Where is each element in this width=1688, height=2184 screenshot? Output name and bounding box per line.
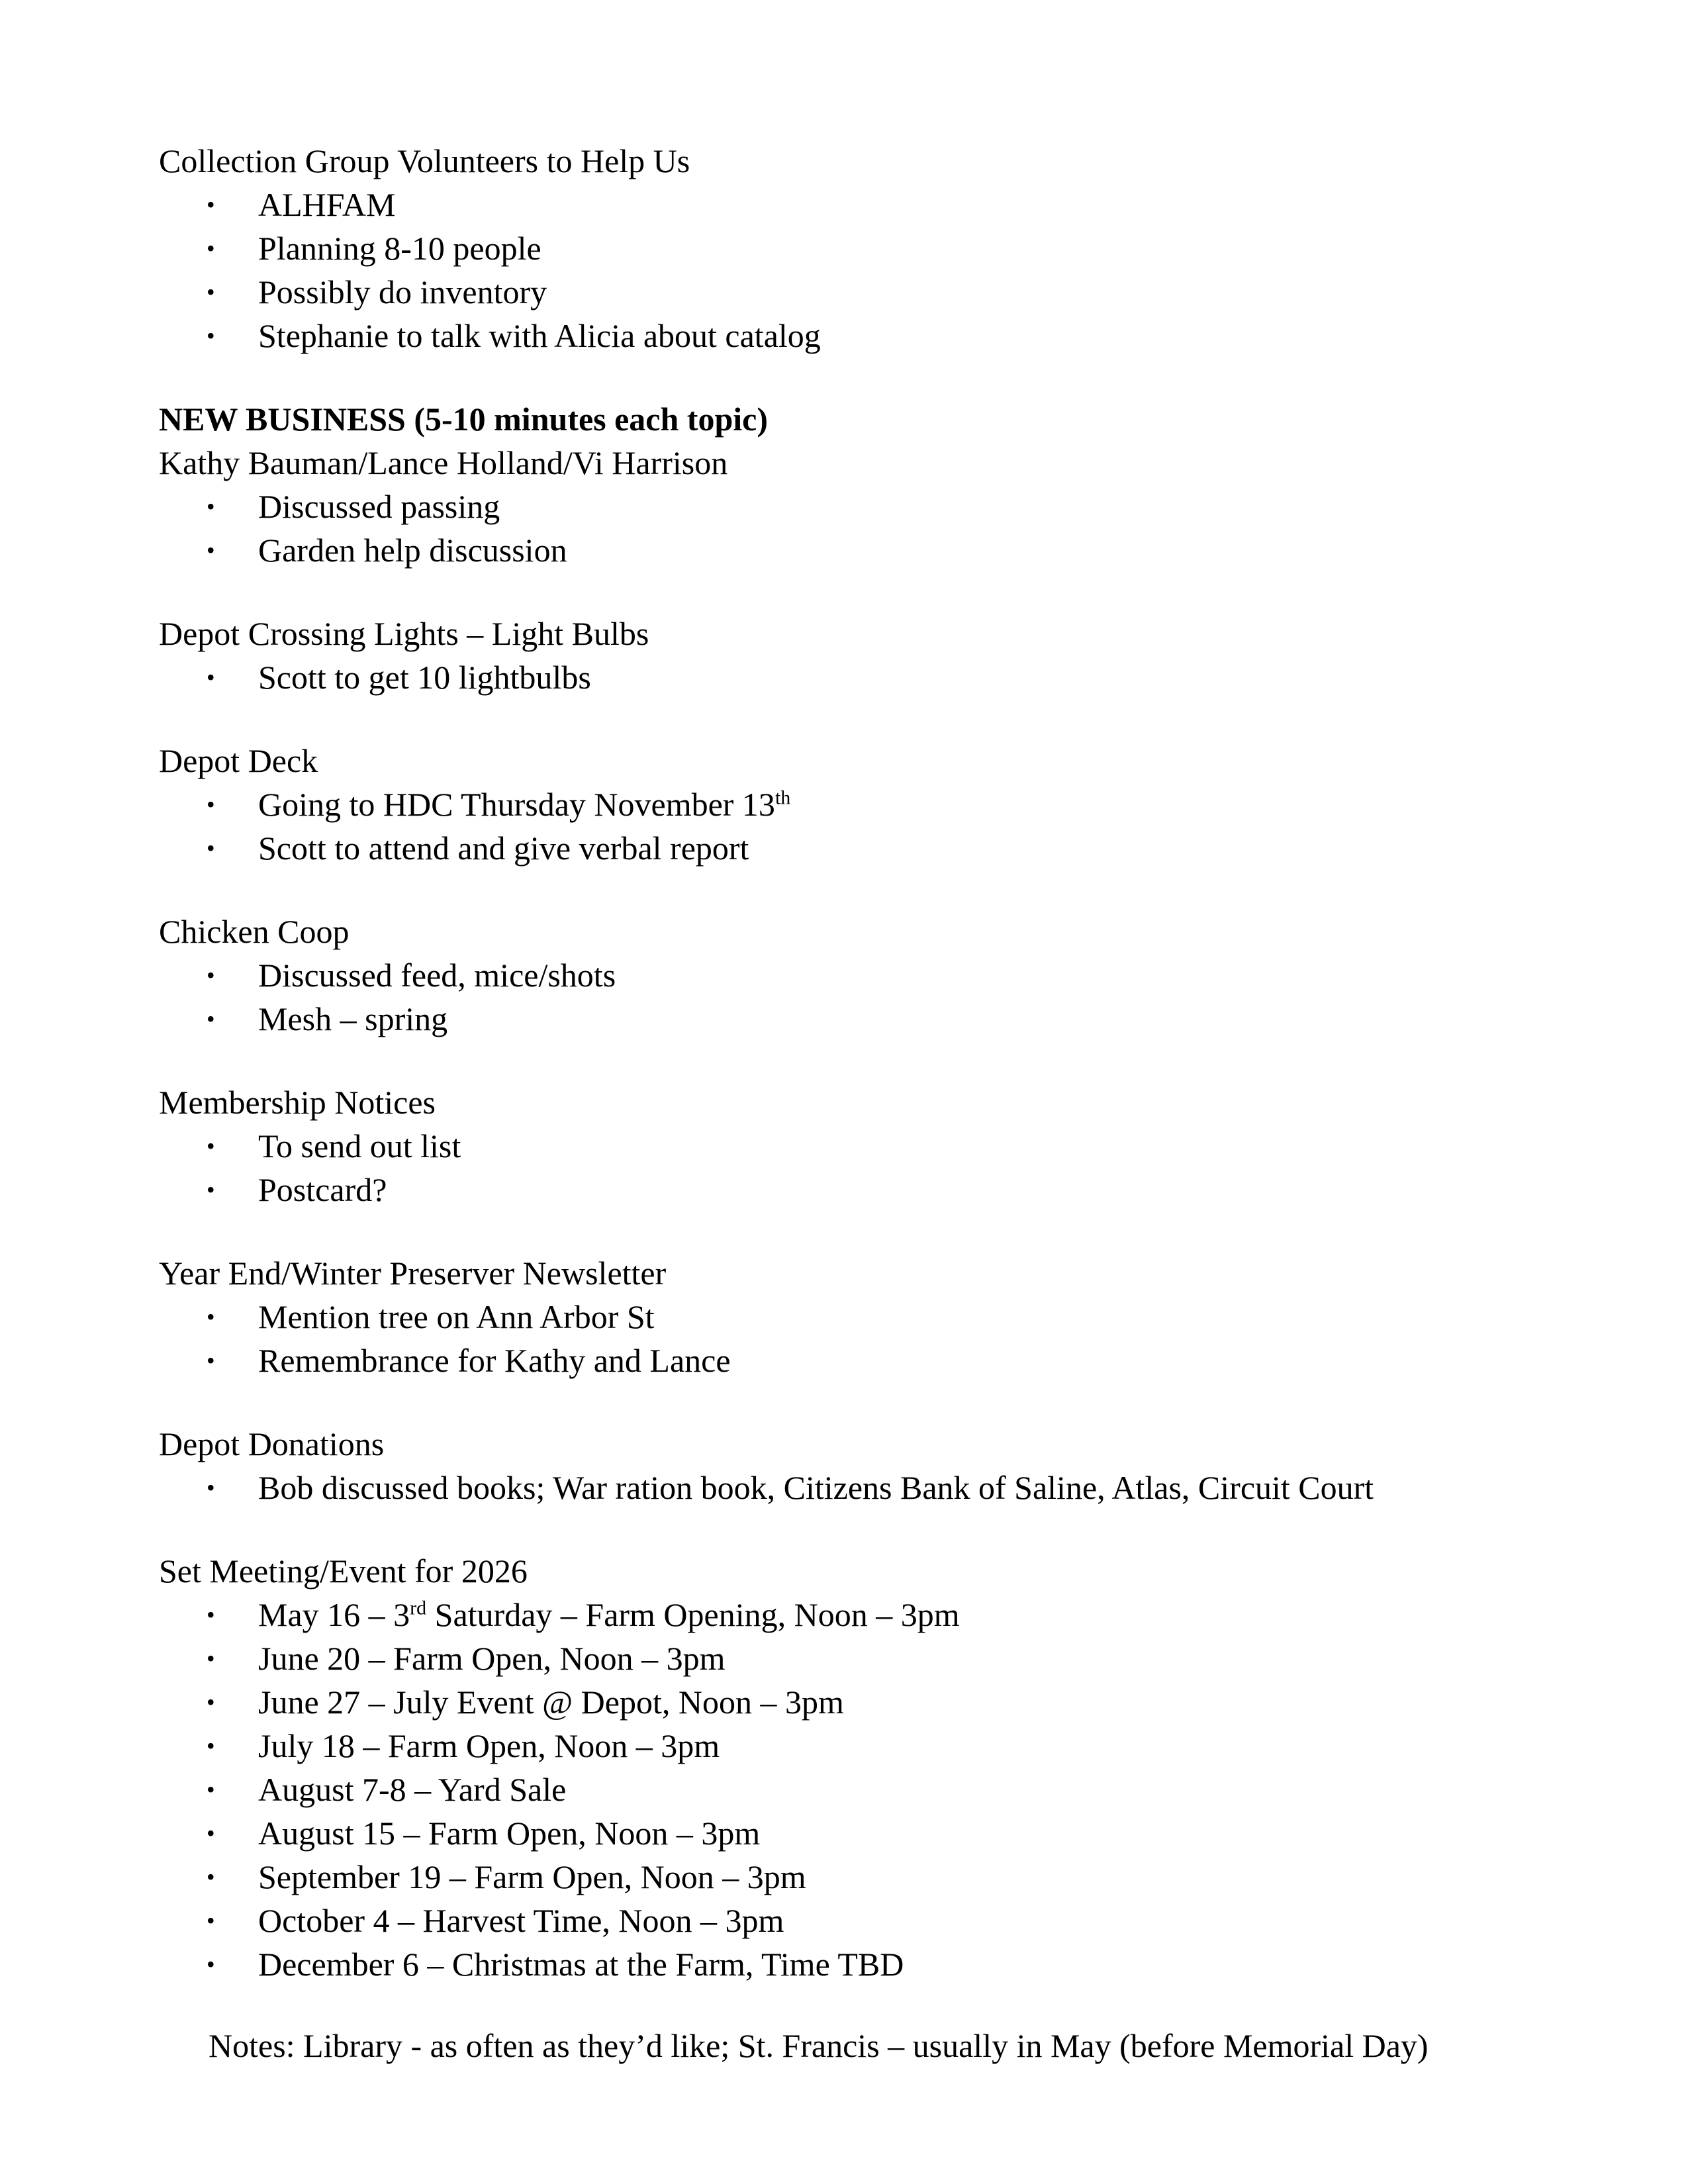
list-item: • October 4 – Harvest Time, Noon – 3pm	[159, 1899, 1536, 1942]
ordinal-suffix: rd	[410, 1597, 427, 1619]
section-new-business	[159, 397, 1536, 572]
ordinal-suffix: th	[774, 786, 791, 809]
section-heading: Depot Donations	[159, 1425, 385, 1462]
list-item: • August 15 – Farm Open, Noon – 3pm	[159, 1811, 1536, 1855]
list-item: • Scott to get 10 lightbulbs	[159, 655, 1536, 699]
bullet-icon: •	[207, 1347, 215, 1374]
bullet-list	[159, 1124, 1536, 1211]
list-item: • Scott to attend and give verbal report	[159, 826, 1536, 870]
new-business-heading: NEW BUSINESS (5-10 minutes each topic)	[159, 401, 768, 438]
bullet-icon: •	[207, 1776, 215, 1803]
section-heading: Set Meeting/Event for 2026	[159, 1552, 528, 1590]
list-item: • Possibly do inventory	[159, 270, 1536, 314]
section-heading: Year End/Winter Preserver Newsletter	[159, 1255, 667, 1292]
list-item: • Mention tree on Ann Arbor St	[159, 1295, 1536, 1339]
bullet-icon: •	[207, 493, 215, 520]
bullet-icon: •	[207, 1733, 215, 1759]
bullet-icon: •	[207, 1907, 215, 1934]
list-item: • June 27 – July Event @ Depot, Noon – 3pm	[159, 1680, 1536, 1724]
bullet-list	[159, 485, 1536, 572]
bullet-icon: •	[207, 537, 215, 563]
section-depot-donations	[159, 1422, 1536, 1509]
list-item: • July 18 – Farm Open, Noon – 3pm	[159, 1724, 1536, 1768]
bullet-icon: •	[207, 835, 215, 861]
list-item: • June 20 – Farm Open, Noon – 3pm	[159, 1637, 1536, 1680]
bullet-icon: •	[207, 1864, 215, 1890]
section-depot-deck	[159, 739, 1536, 870]
list-item: • Discussed passing	[159, 485, 1536, 528]
bullet-list	[159, 783, 1536, 870]
bullet-icon: •	[207, 1133, 215, 1159]
section-heading: Depot Deck	[159, 742, 318, 779]
section-heading: Chicken Coop	[159, 913, 350, 950]
bullet-icon: •	[207, 664, 215, 690]
bullet-icon: •	[207, 1474, 215, 1501]
bullet-icon: •	[207, 1006, 215, 1032]
bullet-icon: •	[207, 1689, 215, 1715]
list-item: • Going to HDC Thursday November 13th	[159, 783, 1536, 826]
list-item: • Mesh – spring	[159, 997, 1536, 1041]
section-heading: Kathy Bauman/Lance Holland/Vi Harrison	[159, 444, 728, 481]
bullet-list	[159, 953, 1536, 1041]
list-item: • September 19 – Farm Open, Noon – 3pm	[159, 1855, 1536, 1899]
list-item: • August 7-8 – Yard Sale	[159, 1768, 1536, 1811]
document-page	[159, 139, 1536, 2100]
bullet-list	[159, 1593, 1536, 1986]
bullet-icon: •	[207, 235, 215, 261]
list-item: • Bob discussed books; War ration book, Citizens Bank of Saline, Atlas, Circuit Court	[159, 1466, 1536, 1509]
list-item: • Postcard?	[159, 1168, 1536, 1211]
list-item: • To send out list	[159, 1124, 1536, 1168]
list-item: • Planning 8-10 people	[159, 226, 1536, 270]
section-membership-notices	[159, 1080, 1536, 1211]
bullet-list	[159, 1295, 1536, 1382]
section-heading: Collection Group Volunteers to Help Us	[159, 142, 690, 179]
list-item: • ALHFAM	[159, 183, 1536, 226]
bullet-icon: •	[207, 1601, 215, 1628]
bullet-icon: •	[207, 1645, 215, 1672]
bullet-icon: •	[207, 1176, 215, 1203]
notes-paragraph: Notes: Library - as often as they’d like; St. Francis – usually in May (before Memorial Day)	[209, 2027, 1429, 2064]
bullet-icon: •	[207, 1820, 215, 1846]
list-item: • May 16 – 3rd Saturday – Farm Opening, Noon – 3pm	[159, 1593, 1536, 1637]
bullet-icon: •	[207, 1951, 215, 1977]
bullet-icon: •	[207, 191, 215, 218]
bullet-icon: •	[207, 791, 215, 818]
bullet-icon: •	[207, 322, 215, 349]
section-depot-crossing-lights	[159, 612, 1536, 699]
section-heading: Membership Notices	[159, 1084, 436, 1121]
section-newsletter	[159, 1251, 1536, 1382]
bullet-icon: •	[207, 279, 215, 305]
section-events-2026	[159, 1549, 1536, 2067]
list-item: • Stephanie to talk with Alicia about catalog	[159, 314, 1536, 357]
list-item: • December 6 – Christmas at the Farm, Time TBD	[159, 1942, 1536, 1986]
list-item: • Remembrance for Kathy and Lance	[159, 1339, 1536, 1382]
list-item: • Garden help discussion	[159, 528, 1536, 572]
bullet-icon: •	[207, 962, 215, 988]
section-heading: Depot Crossing Lights – Light Bulbs	[159, 615, 649, 652]
list-item: • Discussed feed, mice/shots	[159, 953, 1536, 997]
section-chicken-coop	[159, 910, 1536, 1041]
bullet-list	[159, 183, 1536, 357]
bullet-list	[159, 1466, 1536, 1509]
section-collection-group	[159, 139, 1536, 357]
bullet-list	[159, 655, 1536, 699]
bullet-icon: •	[207, 1304, 215, 1330]
